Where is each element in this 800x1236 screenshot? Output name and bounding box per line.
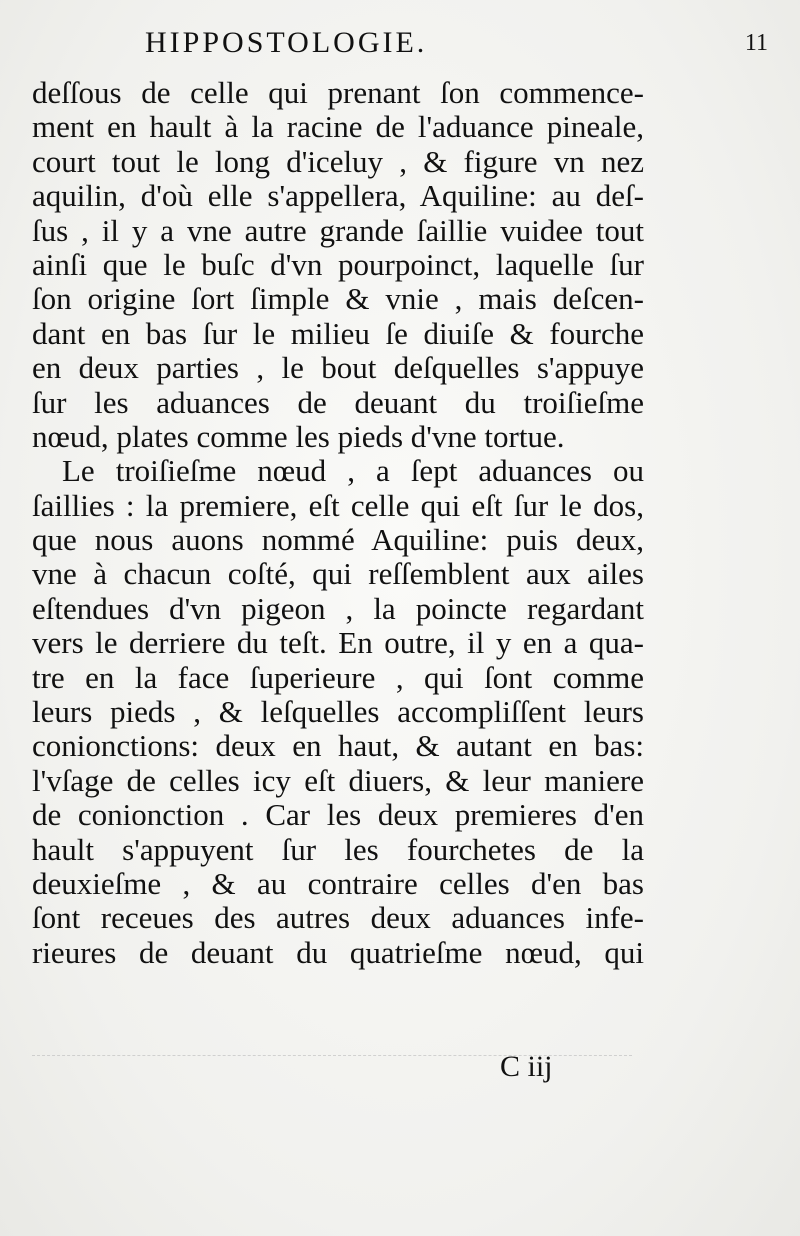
text-line: conionctions: deux en haut, & autant en bas: — [32, 728, 644, 764]
text-line: leurs pieds , & leſquelles accompliſſent leurs — [32, 694, 644, 730]
text-line: ainſi que le buſc d'vn pourpoinct, laquelle ſur — [32, 246, 644, 282]
text-line: court tout le long d'iceluy , & figure vn nez — [32, 143, 644, 179]
text-line: ſaillies : la premiere, eſt celle qui eſt ſur le dos, — [32, 487, 644, 523]
text-line: eſtendues d'vn pigeon , la poincte regardant — [32, 590, 644, 626]
text-line: hault s'appuyent ſur les fourchetes de la — [32, 831, 644, 867]
text-line: rieures de deuant du quatrieſme nœud, qui — [32, 934, 644, 970]
text-line: tre en la face ſuperieure , qui ſont comme — [32, 659, 644, 695]
text-line: vne à chacun coſté, qui reſſemblent aux ailes — [32, 556, 644, 592]
text-line: en deux parties , le bout deſquelles s'appuye — [32, 350, 644, 386]
text-line: ment en hault à la racine de l'aduance pineale, — [32, 109, 644, 145]
running-head — [30, 26, 780, 66]
text-line: de conionction . Car les deux premieres d'en — [32, 797, 644, 833]
text-line: ſont receues des autres deux aduances infe- — [32, 900, 644, 936]
text-line: l'vſage de celles icy eſt diuers, & leur maniere — [32, 762, 644, 798]
text-line: ſon origine ſort ſimple & vnie , mais deſcen- — [32, 281, 644, 317]
text-line: que nous auons nommé Aquiline: puis deux, — [32, 522, 644, 558]
text-line: ſur les aduances de deuant du troiſieſme — [32, 384, 644, 420]
paragraph-start-line: Le troiſieſme nœud , a ſept aduances ou — [62, 453, 644, 489]
body-text — [32, 76, 644, 970]
text-line: dant en bas ſur le milieu ſe diuiſe & fourche — [32, 315, 644, 351]
running-title: HIPPOSTOLOGIE. — [145, 26, 428, 59]
text-line: ſus , il y a vne autre grande ſaillie vuidee tout — [32, 212, 644, 248]
text-line: vers le derriere du teſt. En outre, il y en a qua- — [32, 625, 644, 661]
page-number: 11 — [744, 30, 768, 56]
signature-mark: C iij — [500, 1050, 553, 1083]
text-line: deſſous de celle qui prenant ſon commence- — [32, 75, 644, 110]
paragraph-end-line: nœud, plates comme les pieds d'vne tortue. — [32, 418, 565, 454]
text-line: deuxieſme , & au contraire celles d'en bas — [32, 865, 644, 901]
text-line: aquilin, d'où elle s'appellera, Aquiline: au deſ- — [32, 178, 644, 214]
